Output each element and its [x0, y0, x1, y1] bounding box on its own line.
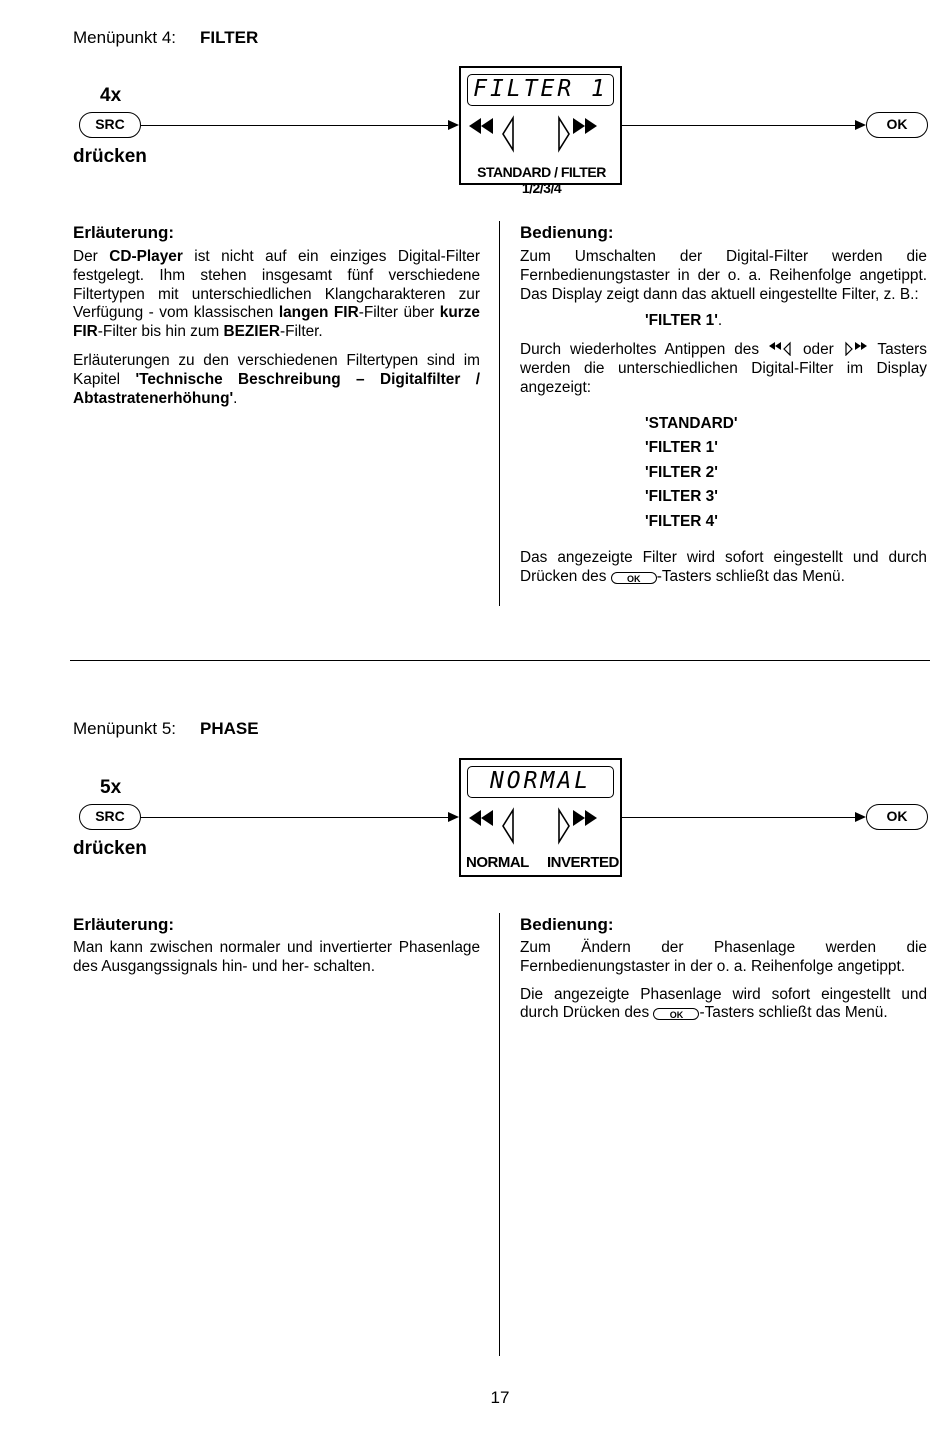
- press-count: 5x: [100, 777, 122, 798]
- nav-buttons: [467, 806, 617, 846]
- ok-button[interactable]: OK: [866, 112, 928, 138]
- flow-line: [141, 125, 449, 126]
- src-button[interactable]: SRC: [79, 112, 141, 138]
- column-divider: [499, 221, 500, 606]
- flow-line: [141, 817, 449, 818]
- flow-line: [622, 817, 856, 818]
- arrow-right-icon: [855, 812, 866, 822]
- ok-inline-icon: OK: [653, 1008, 699, 1020]
- display-unit: [459, 758, 622, 877]
- press-word: drücken: [73, 838, 147, 859]
- list-item: 'STANDARD': [645, 414, 738, 432]
- forward-right-icon: [559, 810, 597, 842]
- list-item: 'FILTER 1': [645, 439, 718, 457]
- forward-right-icon: [559, 118, 597, 150]
- paragraph: Zum Ändern der Phasenlage werden die Fernbedienungstaster in der o. a. Reihenfolge angetippt.: [520, 939, 927, 975]
- forward-right-icon: [843, 340, 869, 356]
- lcd-display: FILTER 1: [467, 74, 614, 106]
- list-item: 'FILTER 2': [645, 463, 718, 481]
- page-number: 17: [490, 1388, 510, 1407]
- explanation-heading: Erläuterung:: [73, 223, 175, 242]
- paragraph: Man kann zwischen normaler und invertierter Phasenlage des Ausgangssignals hin- und her- schalten.: [73, 939, 480, 975]
- ok-inline-icon: OK: [611, 572, 657, 584]
- rewind-left-icon: [469, 810, 513, 842]
- paragraph: Der CD-Player ist nicht auf ein einziges Digital-Filter festgelegt. Ihm stehen insgesamt fünf verschiedene Filtertypen mit unterschiedlichen Klangcharakteren zur Verfügung - vom klassischen langen FIR-Filter über kurze FIR-Filter bis hin zum BEZIER-Filter.: [73, 248, 480, 341]
- operation-heading: Bedienung:: [520, 223, 614, 242]
- device-caption: STANDARD / FILTER 1/2/3/4: [477, 164, 606, 196]
- list-item: 'FILTER 4': [645, 512, 718, 530]
- press-count: 4x: [100, 85, 122, 106]
- src-button[interactable]: SRC: [79, 804, 141, 830]
- paragraph: Durch wiederholtes Antippen des oder Tasters werden die unterschiedlichen Digital-Filter im Display angezeigt:: [520, 341, 927, 396]
- explanation-text: [73, 939, 480, 977]
- rewind-left-icon: [768, 340, 794, 356]
- paragraph: Erläuterungen zu den verschiedenen Filtertypen sind im Kapitel 'Technische Beschreibung – Digitalfilter / Abtastratenerhöhung'.: [73, 351, 481, 407]
- arrow-right-icon: [448, 812, 459, 822]
- operation-text: [520, 939, 927, 1023]
- arrow-right-icon: [448, 120, 459, 130]
- menu-name: FILTER: [200, 28, 259, 47]
- operation-heading: Bedienung:: [520, 915, 614, 934]
- press-word: drücken: [73, 146, 147, 167]
- lcd-display: NORMAL: [467, 766, 614, 798]
- example-value: 'FILTER 1'.: [645, 312, 723, 330]
- display-unit: [459, 66, 622, 196]
- flow-line: [622, 125, 856, 126]
- column-divider: [499, 913, 500, 1356]
- list-item: 'FILTER 3': [645, 488, 718, 506]
- paragraph: Zum Umschalten der Digital-Filter werden die Fernbedienungstaster in der o. a. Reihenfolge angetippt. Das Display zeigt dann das aktuell eingestellte Filter, z. B.:: [520, 248, 927, 303]
- menu-title-filter: [73, 28, 258, 48]
- nav-buttons: [467, 114, 617, 154]
- explanation-text: [73, 248, 480, 408]
- rewind-left-icon: [469, 118, 513, 150]
- device-caption-left: NORMAL: [466, 854, 529, 871]
- menu-name: PHASE: [200, 719, 259, 738]
- ok-button[interactable]: OK: [866, 804, 928, 830]
- paragraph: Das angezeigte Filter wird sofort eingestellt und durch Drücken des OK -Tasters schließt das Menü.: [520, 549, 927, 585]
- paragraph: Die angezeigte Phasenlage wird sofort eingestellt und durch Drücken des OK -Tasters schließt das Menü.: [520, 985, 927, 1022]
- section-separator: [70, 660, 930, 661]
- device-caption-right: INVERTED: [547, 854, 619, 871]
- menu-label: Menüpunkt 5:: [73, 719, 177, 738]
- arrow-right-icon: [855, 120, 866, 130]
- operation-text: [520, 248, 927, 587]
- menu-label: Menüpunkt 4:: [73, 28, 177, 47]
- menu-title-phase: [73, 719, 259, 739]
- explanation-heading: Erläuterung:: [73, 915, 175, 934]
- filter-list: [520, 415, 927, 538]
